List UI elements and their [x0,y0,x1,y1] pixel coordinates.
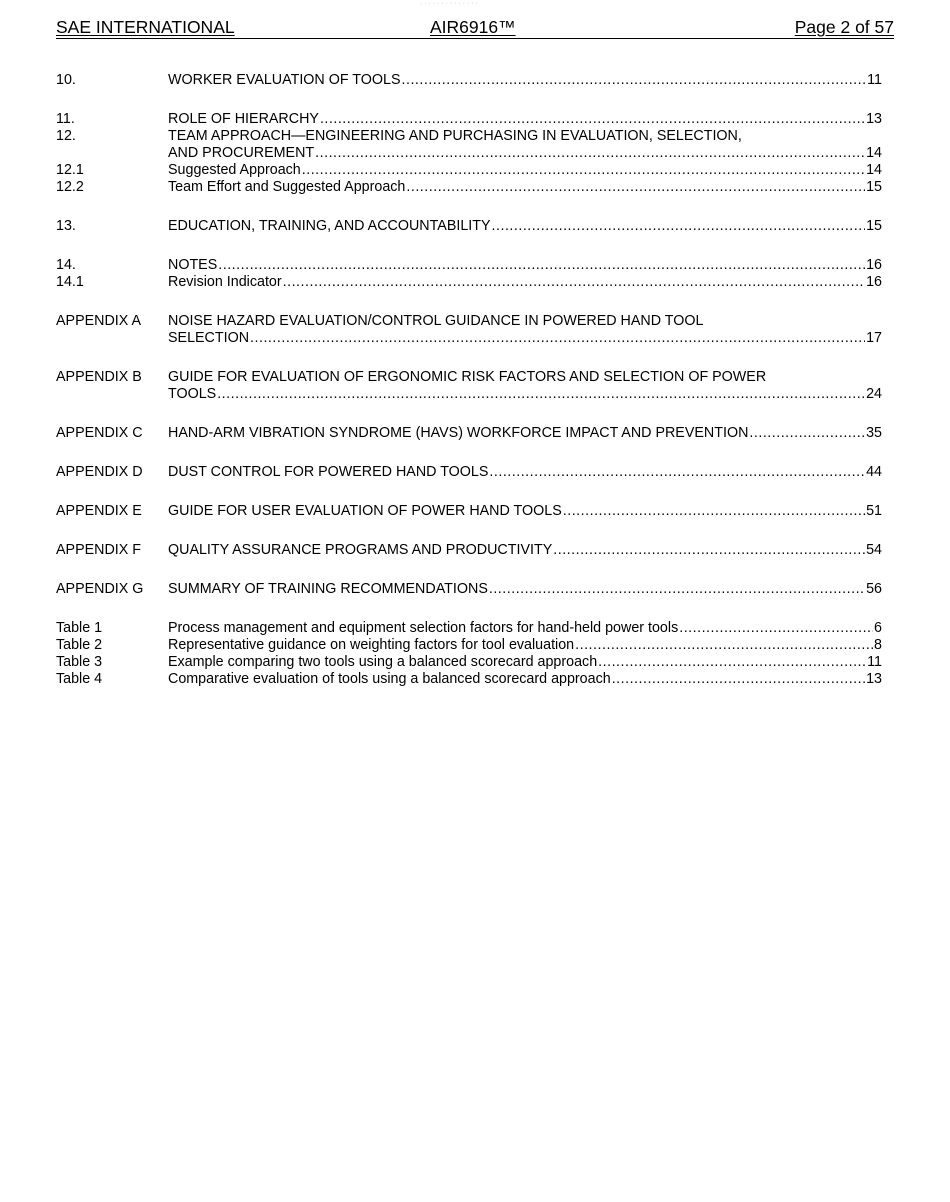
toc-entry-title: Comparative evaluation of tools using a balanced scorecard approach [168,671,611,687]
toc-entry-title: DUST CONTROL FOR POWERED HAND TOOLS [168,464,489,480]
toc-entry-title: EDUCATION, TRAINING, AND ACCOUNTABILITY [168,218,491,234]
toc-entry-title: Example comparing two tools using a balanced scorecard approach [168,654,598,670]
toc-entry[interactable] [56,581,882,598]
toc-entry-page: 35 [866,425,882,441]
toc-entry[interactable] [56,218,882,235]
toc-entry-number: Table 3 [56,654,103,670]
toc-entry[interactable] [56,503,882,520]
toc-entry-page: 51 [866,503,882,519]
toc-entry-line [168,464,882,481]
dot-leader [575,637,873,654]
toc-entry-title: Process management and equipment selection factors for hand-held power tools [168,620,679,636]
toc-entry-number: APPENDIX G [56,581,144,597]
toc-entry-continuation[interactable] [56,386,882,403]
toc-entry-page: 17 [866,330,882,346]
toc-entry-continuation[interactable] [56,330,882,347]
toc-entry[interactable] [56,274,882,291]
toc-entry-title: SUMMARY OF TRAINING RECOMMENDATIONS [168,581,488,597]
toc-entry-line [168,72,882,89]
toc-entry-number: 10. [56,72,76,88]
toc-entry-page: 8 [874,637,882,653]
toc-entry-line [168,671,882,688]
toc-entry-number: APPENDIX A [56,313,142,329]
toc-entry-number: APPENDIX F [56,542,142,558]
toc-entry-line [168,542,882,559]
header-document-number: AIR6916™ [430,17,516,37]
toc-entry-title: NOTES [168,257,218,273]
dot-leader [749,425,865,442]
dot-leader [320,111,865,128]
toc-entry-number: 12.2 [56,179,84,195]
toc-entry-page: 14 [866,162,882,178]
dot-leader [406,179,865,196]
toc-entry-page: 15 [866,218,882,234]
toc-entry-title: TEAM APPROACH—ENGINEERING AND PURCHASING IN EVALUATION, SELECTION, [168,128,742,144]
toc-entry-page: 11 [867,72,882,88]
toc-entry-number: 11. [56,111,75,127]
toc-entry-line [168,330,882,347]
toc-entry-number: 13. [56,218,76,234]
dot-leader [283,274,865,291]
toc-entry[interactable] [56,425,882,442]
toc-entry-page: 14 [866,145,882,161]
dot-leader [315,145,865,162]
toc-entry-line [168,111,882,128]
toc-entry-line [168,581,882,598]
toc-entry[interactable] [56,111,882,128]
toc-entry-page: 11 [867,654,882,670]
toc-entry-number: APPENDIX E [56,503,142,519]
dot-leader [250,330,865,347]
dot-leader [302,162,865,179]
toc-entry-line [168,145,882,162]
header-top-note: · · · · · · · · · · · · · · [420,0,478,7]
toc-entry-title: Revision Indicator [168,274,282,290]
toc-entry-title: Team Effort and Suggested Approach [168,179,406,195]
toc-entry[interactable] [56,257,882,274]
toc-entry[interactable] [56,369,882,386]
toc-entry-title: NOISE HAZARD EVALUATION/CONTROL GUIDANCE IN POWERED HAND TOOL [168,313,704,329]
toc-entry-title: QUALITY ASSURANCE PROGRAMS AND PRODUCTIVITY [168,542,553,558]
toc-entry[interactable] [56,637,882,654]
toc-entry-title: WORKER EVALUATION OF TOOLS [168,72,401,88]
dot-leader [492,218,866,235]
dot-leader [679,620,873,637]
toc-entry-line [168,425,882,442]
toc-entry-title: TOOLS [168,386,217,402]
toc-entry-page: 6 [874,620,882,636]
dot-leader [598,654,866,671]
toc-entry[interactable] [56,671,882,688]
header-organization: SAE INTERNATIONAL [56,17,235,37]
dot-leader [218,257,865,274]
toc-entry-title: AND PROCUREMENT [168,145,315,161]
toc-entry-line [168,162,882,179]
toc-entry-page: 16 [866,257,882,273]
toc-entry-line [168,128,882,145]
toc-entry-number: 12. [56,128,76,144]
toc-entry-line [168,386,882,403]
toc-entry[interactable] [56,313,882,330]
toc-entry[interactable] [56,179,882,196]
toc-entry-title: HAND-ARM VIBRATION SYNDROME (HAVS) WORKFORCE IMPACT AND PREVENTION [168,425,749,441]
toc-entry-line [168,274,882,291]
toc-entry-title: GUIDE FOR EVALUATION OF ERGONOMIC RISK FACTORS AND SELECTION OF POWER [168,369,767,385]
table-of-contents [56,72,882,688]
header-page-number: Page 2 of 57 [794,17,894,37]
toc-entry-title: Representative guidance on weighting factors for tool evaluation [168,637,575,653]
toc-entry-line [168,654,882,671]
toc-entry-line [168,257,882,274]
toc-entry-number: 12.1 [56,162,84,178]
toc-entry[interactable] [56,654,882,671]
toc-entry-page: 16 [866,274,882,290]
toc-entry-number: APPENDIX C [56,425,143,441]
toc-entry-page: 56 [866,581,882,597]
toc-entry-continuation[interactable] [56,145,882,162]
dot-leader [489,581,865,598]
toc-entry[interactable] [56,620,882,637]
page-header [56,16,894,39]
toc-entry-title: GUIDE FOR USER EVALUATION OF POWER HAND TOOLS [168,503,562,519]
toc-entry-page: 13 [866,671,882,687]
toc-entry-title: SELECTION [168,330,250,346]
toc-entry[interactable] [56,464,882,481]
toc-entry-line [168,503,882,520]
toc-entry-page: 24 [866,386,882,402]
toc-entry-number: APPENDIX D [56,464,143,480]
toc-entry-number: Table 2 [56,637,103,653]
toc-entry-page: 13 [866,111,882,127]
dot-leader [612,671,865,688]
dot-leader [489,464,865,481]
toc-entry-page: 54 [866,542,882,558]
toc-entry[interactable] [56,128,882,145]
dot-leader [217,386,865,403]
toc-entry-line [168,179,882,196]
toc-entry[interactable] [56,72,882,89]
toc-entry-page: 15 [866,179,882,195]
toc-entry-number: APPENDIX B [56,369,142,385]
toc-entry-number: 14. [56,257,76,273]
dot-leader [563,503,865,520]
toc-entry-line [168,620,882,637]
dot-leader [553,542,865,559]
toc-entry[interactable] [56,162,882,179]
toc-entry-line [168,369,882,386]
toc-entry-title: ROLE OF HIERARCHY [168,111,319,127]
toc-entry-title: Suggested Approach [168,162,301,178]
toc-entry-number: 14.1 [56,274,84,290]
toc-entry[interactable] [56,542,882,559]
toc-entry-line [168,218,882,235]
dot-leader [402,72,867,89]
toc-entry-line [168,313,882,330]
toc-entry-line [168,637,882,654]
toc-entry-page: 44 [866,464,882,480]
toc-entry-number: Table 4 [56,671,103,687]
toc-entry-number: Table 1 [56,620,103,636]
